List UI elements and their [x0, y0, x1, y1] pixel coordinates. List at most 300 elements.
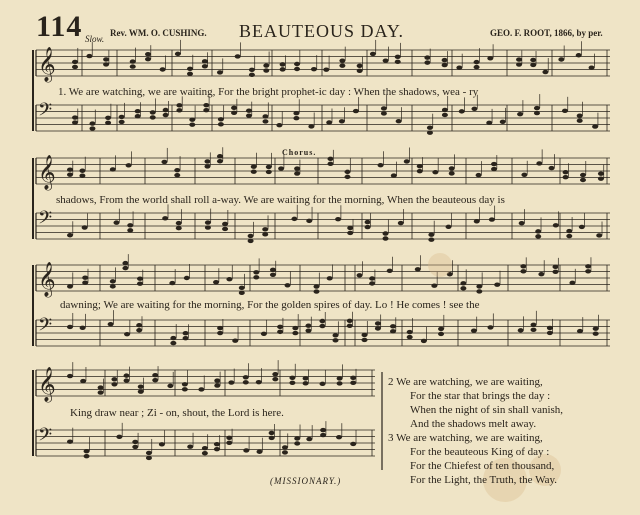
note-head: [80, 379, 86, 383]
note-head: [417, 169, 423, 173]
note-head: [579, 225, 585, 229]
note-head: [365, 220, 371, 224]
note-head: [337, 381, 343, 385]
note-head: [320, 433, 326, 437]
note-head: [519, 221, 525, 225]
note-head: [432, 170, 438, 174]
note-head: [170, 336, 176, 340]
note-head: [361, 333, 367, 337]
paper-stain: [428, 253, 452, 277]
note-head: [218, 122, 224, 126]
bass-clef-icon: 𝄢: [38, 425, 53, 450]
note-head: [217, 70, 223, 74]
note-head: [500, 120, 506, 124]
note-head: [167, 384, 173, 388]
note-head: [398, 221, 404, 225]
note-head: [442, 108, 448, 112]
note-head: [246, 108, 252, 112]
verse-3-line-1: 3 We are watching, we are waiting,: [388, 432, 543, 444]
note-head: [119, 120, 125, 124]
note-head: [277, 325, 283, 329]
note-head: [306, 219, 312, 223]
note-head: [347, 319, 353, 323]
note-head: [390, 329, 396, 333]
note-head: [189, 117, 195, 121]
note-head: [163, 113, 169, 117]
note-head: [294, 436, 300, 440]
note-head: [270, 268, 276, 272]
bass-clef-icon: 𝄢: [38, 315, 53, 340]
note-head: [257, 450, 263, 454]
note-head: [98, 390, 104, 394]
note-head: [184, 276, 190, 280]
note-head: [86, 54, 92, 58]
note-head: [130, 59, 136, 63]
note-head: [243, 448, 249, 452]
note-head: [253, 270, 259, 274]
note-head: [357, 69, 363, 73]
note-head: [269, 431, 275, 435]
note-head: [294, 166, 300, 170]
note-head: [531, 328, 537, 332]
note-head: [428, 233, 434, 237]
note-head: [176, 108, 182, 112]
note-head: [530, 63, 536, 67]
note-head: [262, 232, 268, 236]
note-head: [427, 131, 433, 135]
note-head: [136, 323, 142, 327]
note-head: [124, 378, 130, 382]
verse-2-line-4: And the shadows melt away.: [410, 418, 537, 430]
note-head: [113, 220, 119, 224]
note-head: [152, 373, 158, 377]
note-head: [72, 115, 78, 119]
note-head: [370, 52, 376, 56]
note-head: [347, 324, 353, 328]
note-head: [183, 331, 189, 335]
tune-name: (MISSIONARY.): [270, 476, 342, 486]
verse-3-line-4: For the Light, the Truth, the Way.: [410, 474, 558, 486]
note-head: [486, 121, 492, 125]
note-head: [306, 437, 312, 441]
note-head: [460, 281, 466, 285]
note-head: [176, 221, 182, 225]
note-head: [228, 380, 234, 384]
note-head: [82, 281, 88, 285]
note-head: [375, 326, 381, 330]
note-head: [417, 164, 423, 168]
note-head: [369, 276, 375, 280]
note-head: [67, 284, 73, 288]
note-head: [292, 326, 298, 330]
note-head: [103, 57, 109, 61]
note-head: [344, 170, 350, 174]
note-head: [80, 326, 86, 330]
note-head: [198, 387, 204, 391]
note-head: [170, 341, 176, 345]
note-head: [395, 60, 401, 64]
note-head: [278, 166, 284, 170]
note-head: [357, 64, 363, 68]
note-head: [67, 374, 73, 378]
note-head: [135, 114, 141, 118]
note-head: [471, 107, 477, 111]
note-head: [339, 63, 345, 67]
note-head: [217, 331, 223, 335]
note-head: [542, 70, 548, 74]
note-head: [269, 436, 275, 440]
tempo-marking: Slow.: [85, 34, 105, 44]
note-head: [327, 276, 333, 280]
note-head: [553, 270, 559, 274]
note-head: [67, 172, 73, 176]
note-head: [262, 119, 268, 123]
note-head: [231, 111, 237, 115]
note-head: [243, 380, 249, 384]
note-head: [327, 157, 333, 161]
note-head: [294, 62, 300, 66]
note-head: [270, 273, 276, 277]
note-head: [251, 170, 257, 174]
note-head: [580, 173, 586, 177]
note-head: [67, 167, 73, 171]
verse-2-line-3: When the night of sin shall vanish,: [410, 404, 564, 416]
note-head: [214, 378, 220, 382]
note-head: [387, 269, 393, 273]
note-head: [262, 227, 268, 231]
note-head: [521, 173, 527, 177]
note-head: [263, 68, 269, 72]
note-head: [320, 428, 326, 432]
note-head: [110, 167, 116, 171]
note-head: [162, 216, 168, 220]
note-head: [305, 328, 311, 332]
note-head: [517, 112, 523, 116]
note-head: [335, 217, 341, 221]
treble-clef-icon: 𝄞: [38, 367, 56, 402]
note-head: [476, 284, 482, 288]
note-head: [446, 225, 452, 229]
note-head: [456, 65, 462, 69]
note-head: [292, 331, 298, 335]
note-head: [249, 68, 255, 72]
note-head: [336, 435, 342, 439]
note-head: [182, 382, 188, 386]
note-head: [169, 281, 175, 285]
note-head: [67, 233, 73, 237]
note-head: [311, 67, 317, 71]
note-head: [205, 225, 211, 229]
note-head: [294, 171, 300, 175]
note-head: [282, 450, 288, 454]
note-head: [291, 217, 297, 221]
note-head: [353, 109, 359, 113]
note-head: [391, 173, 397, 177]
note-head: [516, 57, 522, 61]
note-head: [494, 283, 500, 287]
note-head: [110, 279, 116, 283]
note-head: [285, 283, 291, 287]
note-head: [226, 436, 232, 440]
note-head: [262, 114, 268, 118]
note-head: [369, 281, 375, 285]
note-head: [72, 60, 78, 64]
note-head: [553, 265, 559, 269]
note-head: [361, 338, 367, 342]
note-head: [105, 116, 111, 120]
note-head: [246, 113, 252, 117]
note-head: [256, 380, 262, 384]
note-head: [319, 319, 325, 323]
note-head: [122, 266, 128, 270]
note-head: [339, 58, 345, 62]
note-head: [347, 226, 353, 230]
note-head: [203, 108, 209, 112]
bass-clef-icon: 𝄢: [38, 100, 53, 125]
note-head: [150, 110, 156, 114]
note-head: [538, 272, 544, 276]
note-head: [277, 330, 283, 334]
note-head: [261, 332, 267, 336]
note-head: [251, 165, 257, 169]
note-head: [137, 276, 143, 280]
note-head: [308, 124, 314, 128]
note-head: [214, 447, 220, 451]
note-head: [137, 281, 143, 285]
note-head: [303, 381, 309, 385]
note-head: [136, 328, 142, 332]
note-head: [491, 167, 497, 171]
note-head: [135, 109, 141, 113]
note-head: [558, 57, 564, 61]
note-head: [303, 376, 309, 380]
note-head: [150, 115, 156, 119]
note-head: [476, 289, 482, 293]
note-head: [449, 166, 455, 170]
note-head: [530, 58, 536, 62]
note-head: [124, 373, 130, 377]
note-head: [249, 73, 255, 77]
note-head: [152, 378, 158, 382]
note-head: [577, 119, 583, 123]
note-head: [428, 238, 434, 242]
note-head: [160, 67, 166, 71]
note-head: [239, 286, 245, 290]
note-head: [226, 277, 232, 281]
note-head: [598, 176, 604, 180]
note-head: [333, 333, 339, 337]
note-head: [98, 385, 104, 389]
note-head: [395, 55, 401, 59]
note-head: [319, 324, 325, 328]
note-head: [442, 58, 448, 62]
note-head: [294, 441, 300, 445]
note-head: [89, 126, 95, 130]
note-head: [72, 120, 78, 124]
note-head: [253, 275, 259, 279]
note-head: [381, 106, 387, 110]
lyricist-credit: Rev. WM. O. CUSHING.: [110, 28, 207, 38]
note-head: [424, 60, 430, 64]
note-head: [187, 445, 193, 449]
note-head: [449, 171, 455, 175]
lyric-line-3: dawning; We are waiting for the morning, For the golden spires of day. Lo ! He comes ! see the: [60, 299, 480, 311]
note-head: [487, 325, 493, 329]
note-head: [333, 338, 339, 342]
verse-3-line-3: For the Chiefest of ten thousand,: [410, 460, 555, 472]
note-head: [248, 234, 254, 238]
note-head: [266, 165, 272, 169]
note-head: [202, 451, 208, 455]
note-head: [323, 67, 329, 71]
note-head: [232, 339, 238, 343]
note-head: [566, 234, 572, 238]
note-head: [427, 126, 433, 130]
note-head: [248, 239, 254, 243]
note-head: [534, 106, 540, 110]
note-head: [214, 383, 220, 387]
note-head: [222, 222, 228, 226]
note-head: [547, 331, 553, 335]
note-head: [337, 376, 343, 380]
note-head: [407, 335, 413, 339]
note-head: [218, 117, 224, 121]
note-head: [82, 225, 88, 229]
note-head: [357, 273, 363, 277]
note-head: [344, 175, 350, 179]
note-head: [313, 284, 319, 288]
note-head: [176, 226, 182, 230]
hymn-title: BEAUTEOUS DAY.: [239, 21, 405, 41]
note-head: [491, 162, 497, 166]
note-head: [390, 324, 396, 328]
page-number: 114: [36, 10, 83, 43]
note-head: [520, 264, 526, 268]
note-head: [132, 445, 138, 449]
note-head: [204, 164, 210, 168]
note-head: [289, 381, 295, 385]
note-head: [111, 382, 117, 386]
note-head: [534, 111, 540, 115]
note-head: [163, 108, 169, 112]
note-head: [326, 120, 332, 124]
note-head: [339, 119, 345, 123]
note-head: [460, 286, 466, 290]
note-head: [566, 229, 572, 233]
note-head: [111, 377, 117, 381]
note-head: [280, 62, 286, 66]
note-head: [580, 178, 586, 182]
treble-clef-icon: 𝄞: [38, 262, 56, 297]
note-head: [213, 280, 219, 284]
note-head: [383, 58, 389, 62]
note-head: [569, 281, 575, 285]
note-head: [272, 372, 278, 376]
note-head: [187, 72, 193, 76]
note-head: [350, 442, 356, 446]
note-head: [293, 116, 299, 120]
note-head: [189, 122, 195, 126]
note-head: [103, 62, 109, 66]
note-head: [535, 234, 541, 238]
note-head: [84, 449, 90, 453]
note-head: [383, 236, 389, 240]
note-head: [593, 326, 599, 330]
note-head: [471, 328, 477, 332]
note-head: [263, 63, 269, 67]
note-head: [421, 339, 427, 343]
additional-verses: [388, 375, 563, 487]
note-head: [183, 336, 189, 340]
note-head: [585, 264, 591, 268]
treble-clef-icon: 𝄞: [38, 47, 56, 82]
note-head: [272, 377, 278, 381]
verse-2-line-2: For the star that brings the day :: [410, 390, 551, 402]
note-head: [276, 123, 282, 127]
note-head: [593, 331, 599, 335]
note-head: [231, 106, 237, 110]
note-head: [122, 261, 128, 265]
note-head: [474, 219, 480, 223]
note-head: [598, 171, 604, 175]
note-head: [105, 121, 111, 125]
note-head: [159, 442, 165, 446]
note-head: [305, 323, 311, 327]
verse-2-line-1: 2 We are watching, we are waiting,: [388, 376, 543, 388]
note-head: [404, 159, 410, 163]
note-head: [562, 109, 568, 113]
note-head: [442, 63, 448, 67]
note-head: [487, 56, 493, 60]
note-head: [84, 454, 90, 458]
note-head: [577, 114, 583, 118]
note-head: [547, 326, 553, 330]
note-head: [202, 446, 208, 450]
note-head: [313, 289, 319, 293]
note-head: [535, 229, 541, 233]
note-head: [202, 59, 208, 63]
note-head: [176, 103, 182, 107]
note-head: [243, 375, 249, 379]
note-head: [187, 67, 193, 71]
note-head: [203, 103, 209, 107]
note-head: [217, 326, 223, 330]
note-head: [282, 445, 288, 449]
note-head: [585, 269, 591, 273]
note-head: [553, 223, 559, 227]
note-head: [110, 284, 116, 288]
note-head: [294, 67, 300, 71]
note-head: [474, 60, 480, 64]
note-head: [67, 439, 73, 443]
note-head: [293, 111, 299, 115]
note-head: [82, 276, 88, 280]
note-head: [438, 327, 444, 331]
note-head: [438, 332, 444, 336]
note-head: [536, 161, 542, 165]
note-head: [407, 330, 413, 334]
note-head: [204, 159, 210, 163]
note-head: [516, 62, 522, 66]
note-head: [378, 163, 384, 167]
note-head: [226, 441, 232, 445]
note-head: [476, 173, 482, 177]
note-head: [72, 65, 78, 69]
note-head: [589, 65, 595, 69]
note-head: [577, 329, 583, 333]
note-head: [327, 162, 333, 166]
note-head: [127, 228, 133, 232]
